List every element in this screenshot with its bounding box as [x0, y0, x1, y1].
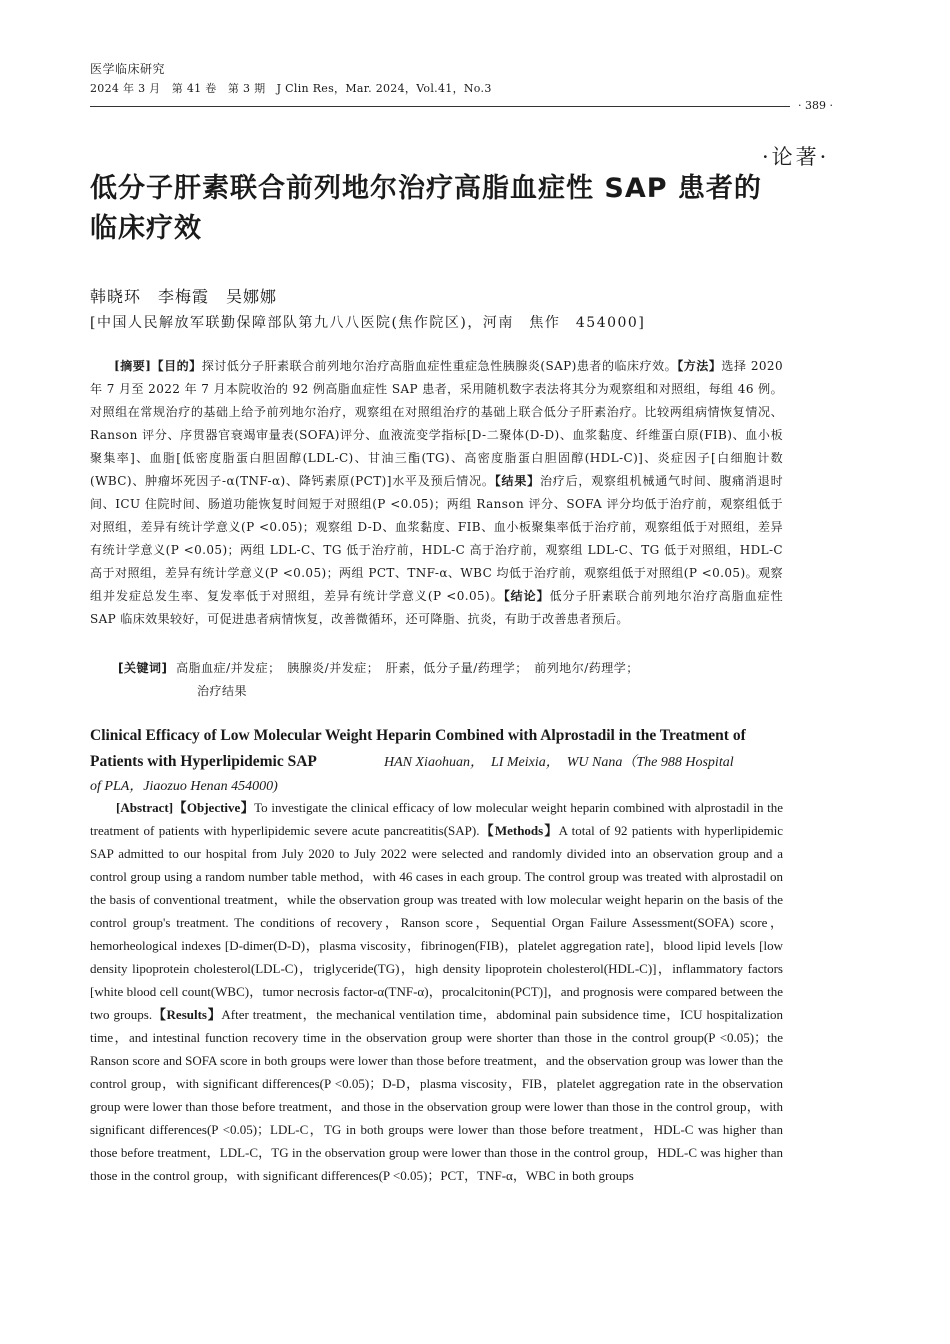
keywords-line2: 治疗结果	[197, 684, 248, 698]
english-abstract	[90, 796, 783, 1187]
chinese-title-line2: 临床疗效	[90, 213, 202, 244]
chinese-title-line1: 低分子肝素联合前列地尔治疗高脂血症性 SAP 患者的	[90, 173, 762, 204]
chinese-title	[90, 169, 810, 249]
objective-text: 探讨低分子肝素联合前列地尔治疗高脂血症性重症急性胰腺炎(SAP)患者的临床疗效。	[201, 359, 678, 373]
methods-label: 【方法】	[677, 359, 722, 373]
english-title: Clinical Efficacy of Low Molecular Weight Heparin Combined with Alprostadil in the Treatment of Patients with Hyperlipidemic SAP	[90, 727, 746, 770]
methods-text: 选择 2020 年 7 月至 2022 年 7 月本院收治的 92 例高脂血症性 SAP 患者，采用随机数字表法将其分为观察组和对照组，每组 46 例。对照组在常规治疗的基础上给予前列地尔治疗，观察组在对照组治疗的基础上联合低分子肝素治疗。比较两组病情恢复情况、Ranson 评分、序贯器官衰竭审量表(SOFA)评分、血液流变学指标[D-二聚体(D-D)、血浆黏度、纤维蛋白原(FIB)、血小板聚集率]、血脂[低密度脂蛋白胆固醇(LDL-C)、甘油三酯(TG)、高密度脂蛋白胆固醇(HDL-C)]、炎症因子[白细胞计数(WBC)、肿瘤坏死因子-α(TNF-α)、降钙素原(PCT)]水平及预后情况。	[90, 359, 783, 488]
methods-label-en: 【Methods】	[479, 823, 559, 838]
results-label: 【结果】	[494, 474, 540, 488]
conclusion-text: 低分子肝素联合前列地尔治疗高脂血症性 SAP 临床效果较好，可促进患者病情恢复，改善微循环，还可降脂、抗炎，有助于改善患者预后。	[90, 589, 783, 626]
abstract-label: [摘要]	[114, 359, 152, 373]
header-rule	[90, 106, 790, 107]
results-text-en: After treatment，the mechanical ventilation time，abdominal pain subsidence time，ICU hospitalization time，and intestinal function recovery time in the observation group were shorter than those in the control group(P <0.05)；the Ranson score and SOFA score in both groups were lower than those before treatment，and the observation group was lower than the control group，with significant differences(P <0.05)；D-D，plasma viscosity，FIB，platelet aggregation rate in the observation group were lower than those before treatment，and those in the observation group were lower than those in the control group，with significant differences(P <0.05)；LDL-C，TG in both groups were lower than those before treatment，HDL-C was higher than those before treatment，LDL-C，TG in the observation group were lower than those in the control group，HDL-C was higher than those in the control group，with significant differences(P <0.05)；PCT，TNF-α，WBC in both groups	[90, 1007, 783, 1183]
abstract-label-en: [Abstract]	[116, 800, 174, 815]
keywords-line1: 高脂血症/并发症； 胰腺炎/并发症； 肝素，低分子量/药理学； 前列地尔/药理学；	[176, 661, 639, 675]
page-number: · 389 ·	[798, 99, 833, 112]
results-text: 治疗后，观察组机械通气时间、腹痛消退时间、ICU 住院时间、肠道功能恢复时间短于对照组(P <0.05)；两组 Ranson 评分、SOFA 评分均低于治疗前，观察组低于对照组，差异有统计学意义(P <0.05)；观察组 D-D、血浆黏度、FIB、血小板聚集率低于治疗前，观察组低于对照组，差异有统计学意义(P <0.05)；两组 LDL-C、TG 低于治疗前，HDL-C 高于治疗前，观察组 LDL-C、TG 低于对照组，HDL-C 高于对照组，差异有统计学意义(P <0.05)；两组 PCT、TNF-α、WBC 均低于治疗前，观察组低于对照组(P <0.05)。观察组并发症总发生率、复发率低于对照组，差异有统计学意义(P <0.05)。	[90, 474, 784, 603]
objective-label-en: 【Objective】	[173, 800, 255, 815]
methods-text-en: A total of 92 patients with hyperlipidemic SAP admitted to our hospital from July 2020 to July 2022 were selected and randomly divided into an observation group and a control group using a random number table method，with 46 cases in each group. The control group was treated with alprostadil on the basis of conventional treatment，while the observation group was treated with low molecular weight heparin on the basis of the control group's treatment. The conditions of recovery，Ranson score，Sequential Organ Failure Assessment(SOFA) score，hemorheological indexes [D-dimer(D-D)，plasma viscosity，fibrinogen(FIB)，platelet aggregation rate]，blood lipid levels [low density lipoprotein cholesterol(LDL-C)，triglyceride(TG)，high density lipoprotein cholesterol(HDL-C)]，inflammatory factors [white blood cell count(WBC)，tumor necrosis factor-α(TNF-α)，procalcitonin(PCT)]，and prognosis were compared between the two groups.	[90, 823, 784, 1022]
chinese-abstract	[90, 355, 783, 631]
chinese-keywords	[118, 657, 783, 703]
issue-info: 2024 年 3 月 第 41 卷 第 3 期 J Clin Res，Mar. 2024，Vol.41，No.3	[90, 82, 492, 95]
chinese-affiliation: [中国人民解放军联勤保障部队第九八八医院(焦作院区)，河南 焦作 454000]	[90, 315, 646, 331]
section-label: ·论著·	[762, 145, 830, 169]
english-affiliation: of PLA，Jiaozuo Henan 454000)	[90, 779, 278, 794]
conclusion-label: 【结论】	[503, 589, 550, 603]
english-authors: HAN Xiaohuan， LI Meixia， WU Nana（The 988 Hospital	[384, 755, 734, 770]
keywords-label: [关键词]	[118, 661, 168, 675]
journal-name: 医学临床研究	[90, 62, 166, 76]
results-label-en: 【Results】	[152, 1007, 222, 1022]
objective-text-en: To investigate the clinical efficacy of low molecular weight heparin combined with alprostadil in the treatment of patients with hyperlipidemic severe acute pancreatitis(SAP).	[90, 800, 783, 838]
chinese-authors: 韩晓环 李梅霞 吴娜娜	[90, 287, 278, 306]
objective-label: 【目的】	[151, 359, 202, 373]
